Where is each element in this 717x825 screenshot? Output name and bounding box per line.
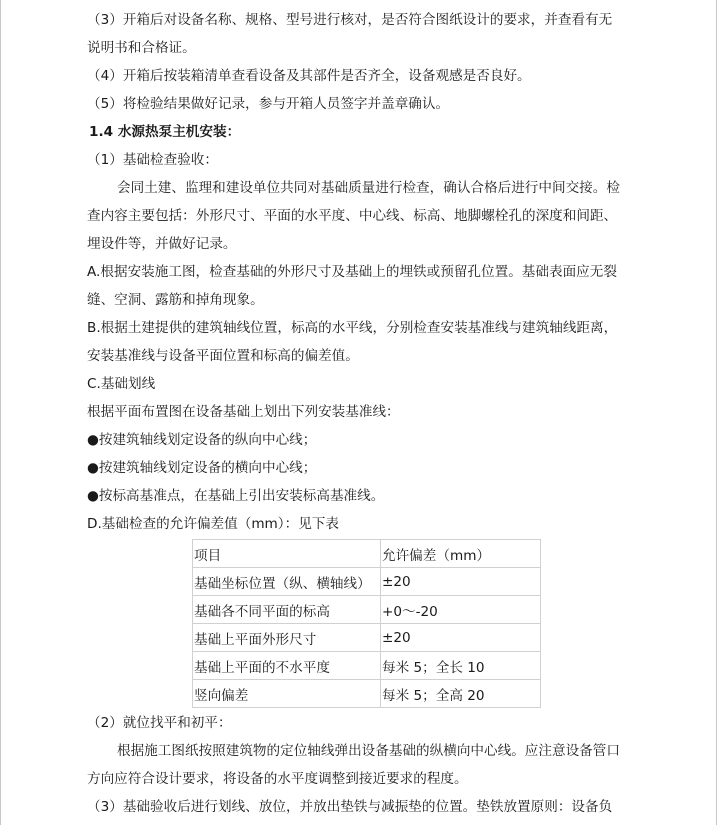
table-row [193,624,541,652]
paragraph-line: B.根据土建提供的建筑轴线位置，标高的水平线，分别检查安装基准线与建筑轴线距离， [87,320,618,336]
bullet-item: ●按建筑轴线划定设备的横向中心线； [87,460,317,476]
section-heading: 1.4 水源热泵主机安装： [89,124,241,140]
table-header-row [193,540,541,568]
table-row [193,680,541,708]
table-row [193,652,541,680]
paragraph-line: D.基础检查的允许偏差值（mm）：见下表 [87,516,339,532]
table-cell: ±20 [381,624,541,652]
paragraph-line: 方向应符合设计要求，将设备的水平度调整到接近要求的程度。 [87,771,468,787]
table-row [193,596,541,624]
paragraph-line: （5）将检验结果做好记录，参与开箱人员签字并盖章确认。 [87,96,450,112]
table-header-cell: 项目 [193,540,381,568]
paragraph-line: 埋设件等，并做好记录。 [87,236,237,252]
paragraph-line: 查内容主要包括：外形尺寸、平面的水平度、中心线、标高、地脚螺栓孔的深度和间距、 [87,208,618,224]
table-cell: ±20 [381,568,541,596]
table-cell: 每米 5；全高 20 [381,680,541,708]
paragraph-line: （4）开箱后按装箱清单查看设备及其部件是否齐全，设备观感是否良好。 [87,68,531,84]
table-row [193,568,541,596]
table-cell: 每米 5；全长 10 [381,652,541,680]
paragraph-line: 缝、空洞、露筋和掉角现象。 [87,292,264,308]
paragraph-line: （1）基础检查验收： [87,152,218,168]
paragraph-line: A.根据安装施工图，检查基础的外形尺寸及基础上的埋铁或预留孔位置。基础表面应无裂 [87,264,617,280]
table-cell: +0～-20 [381,596,541,624]
paragraph-line: （2）就位找平和初平： [87,715,232,731]
paragraph-line: （3）基础验收后进行划线、放位，并放出垫铁与减振垫的位置。垫铁放置原则：设备负 [87,799,613,815]
paragraph-line: 会同土建、监理和建设单位共同对基础质量进行检查，确认合格后进行中间交接。检 [117,180,620,196]
paragraph-line: 安装基准线与设备平面位置和标高的偏差值。 [87,348,359,364]
paragraph-line: 说明书和合格证。 [87,40,196,56]
paragraph-line: 根据平面布置图在设备基础上划出下列安装基准线： [87,404,400,420]
table-cell: 基础上平面外形尺寸 [193,624,381,652]
paragraph-line: 根据施工图纸按照建筑物的定位轴线弹出设备基础的纵横向中心线。应注意设备管口 [117,743,620,759]
table-cell: 基础坐标位置（纵、横轴线） [193,568,381,596]
table-header-cell: 允许偏差（mm） [381,540,541,568]
table-cell: 基础各不同平面的标高 [193,596,381,624]
bullet-item: ●按标高基准点，在基础上引出安装标高基准线。 [87,488,385,504]
table-cell: 竖向偏差 [193,680,381,708]
paragraph-line: C.基础划线 [87,376,156,392]
table-cell: 基础上平面的不水平度 [193,652,381,680]
bullet-item: ●按建筑轴线划定设备的纵向中心线； [87,432,317,448]
paragraph-line: （3）开箱后对设备名称、规格、型号进行核对，是否符合图纸设计的要求，并查看有无 [87,12,613,28]
tolerance-table [192,539,541,708]
